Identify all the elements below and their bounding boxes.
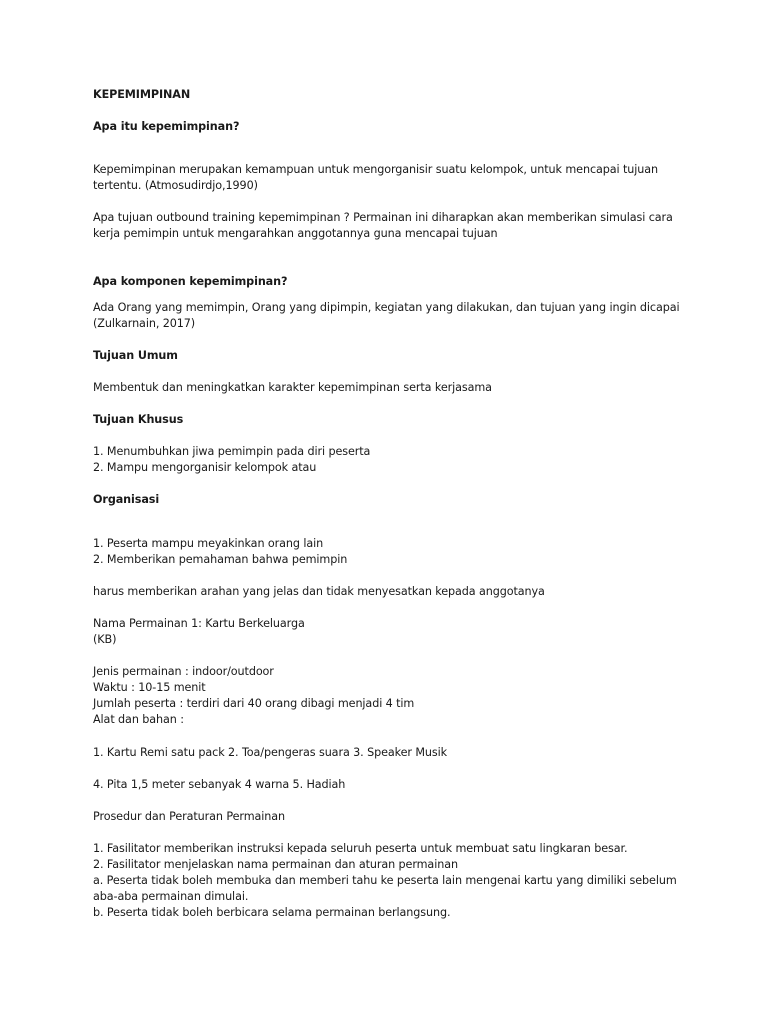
list-item: 1. Peserta mampu meyakinkan orang lain bbox=[93, 537, 324, 550]
procedure-line: 1. Fasilitator memberikan instruksi kepada seluruh peserta untuk membuat satu lingkaran besar. bbox=[93, 842, 628, 855]
tools-line: 4. Pita 1,5 meter sebanyak 4 warna 5. Hadiah bbox=[93, 778, 346, 791]
list-item: 2. Memberikan pemahaman bahwa pemimpin bbox=[93, 553, 348, 566]
procedure-line: b. Peserta tidak boleh berbicara selama permainan berlangsung. bbox=[93, 906, 451, 919]
list-item: 2. Mampu mengorganisir kelompok atau bbox=[93, 461, 317, 474]
section-heading-tujuan-khusus: Tujuan Khusus bbox=[93, 413, 184, 426]
tools-line: 1. Kartu Remi satu pack 2. Toa/pengeras suara 3. Speaker Musik bbox=[93, 746, 447, 759]
section-heading-tujuan-umum: Tujuan Umum bbox=[93, 349, 178, 362]
paragraph-line: Membentuk dan meningkatkan karakter kepemimpinan serta kerjasama bbox=[93, 381, 492, 394]
paragraph-line: (Zulkarnain, 2017) bbox=[93, 317, 196, 330]
procedure-line: 2. Fasilitator menjelaskan nama permainan dan aturan permainan bbox=[93, 858, 458, 871]
paragraph-line: kerja pemimpin untuk mengarahkan anggotannya guna mencapai tujuan bbox=[93, 227, 498, 240]
section-heading-apa-itu: Apa itu kepemimpinan? bbox=[93, 120, 240, 133]
game-info-line: Jumlah peserta : terdiri dari 40 orang dibagi menjadi 4 tim bbox=[93, 697, 415, 710]
list-item: 1. Menumbuhkan jiwa pemimpin pada diri peserta bbox=[93, 445, 371, 458]
game-info-line: Jenis permainan : indoor/outdoor bbox=[93, 665, 274, 678]
procedure-heading: Prosedur dan Peraturan Permainan bbox=[93, 810, 286, 823]
document-title: KEPEMIMPINAN bbox=[93, 88, 191, 101]
paragraph-line: harus memberikan arahan yang jelas dan tidak menyesatkan kepada anggotanya bbox=[93, 585, 545, 598]
paragraph-line: tertentu. (Atmosudirdjo,1990) bbox=[93, 179, 258, 192]
game-name-line: Nama Permainan 1: Kartu Berkeluarga bbox=[93, 617, 305, 630]
paragraph-line: Kepemimpinan merupakan kemampuan untuk mengorganisir suatu kelompok, untuk mencapai tujuan bbox=[93, 163, 659, 176]
game-info-line: Waktu : 10-15 menit bbox=[93, 681, 206, 694]
paragraph-line: Ada Orang yang memimpin, Orang yang dipimpin, kegiatan yang dilakukan, dan tujuan yang ingin dicapai bbox=[93, 301, 680, 314]
game-name-line: (KB) bbox=[93, 633, 117, 646]
section-heading-komponen: Apa komponen kepemimpinan? bbox=[93, 275, 288, 288]
procedure-line: aba-aba permainan dimulai. bbox=[93, 890, 249, 903]
paragraph-line: Apa tujuan outbound training kepemimpinan ? Permainan ini diharapkan akan memberikan simulasi cara bbox=[93, 211, 673, 224]
section-heading-organisasi: Organisasi bbox=[93, 493, 160, 506]
game-info-line: Alat dan bahan : bbox=[93, 713, 184, 726]
procedure-line: a. Peserta tidak boleh membuka dan memberi tahu ke peserta lain mengenai kartu yang dimiliki sebelum bbox=[93, 874, 677, 887]
